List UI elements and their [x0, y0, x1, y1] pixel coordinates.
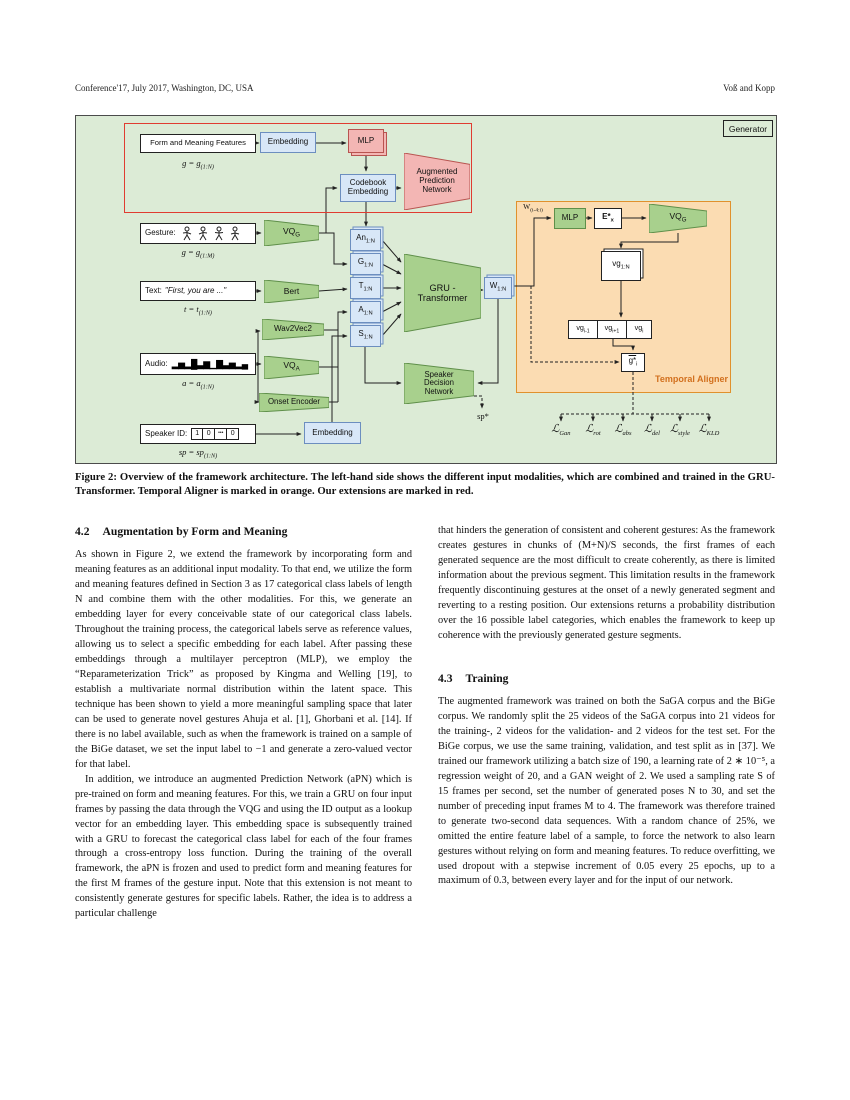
sp-speaker-label: sp = $sp_{(1:N)}$	[178, 447, 218, 460]
a-audio-label: $a = a_{(1:N)}$	[182, 378, 214, 391]
s-feature-box	[350, 325, 381, 347]
apn-label: Augmented Prediction Network	[416, 167, 458, 194]
gesture-input-box	[140, 223, 256, 244]
section-heading-4-2: 4.2 Augmentation by Form and Meaning	[75, 525, 288, 538]
audio-label: Audio:	[145, 358, 168, 368]
gesture-label: Gesture:	[145, 228, 176, 238]
embedding-top-label: Embedding	[267, 137, 309, 147]
embedding-bottom-label: Embedding	[312, 427, 353, 437]
vg-i-box	[626, 320, 652, 339]
vq-g-aligner	[649, 204, 707, 233]
vq-a-encoder	[264, 356, 319, 379]
body-columns	[75, 524, 775, 922]
figure-caption: Figure 2: Overview of the framework architecture. The left-hand side shows the different input modalities, which are combined and trained in the GRU-Transformer. Temporal Aligner is marked in orange. Our extensions are marked in red.	[75, 471, 775, 498]
loss-kld: ℒ$_{KLD}$	[698, 423, 720, 438]
g-top-label: $g = g_{(1:N)}$	[182, 158, 214, 171]
gesture-pose-icons	[180, 226, 242, 242]
vg-prev-box	[568, 320, 598, 339]
vg-stack-box	[601, 251, 641, 281]
paragraph: The augmented framework was trained on both the SaGA corpus and the BiGe corpus. We randomly split the 25 videos of the SaGA corpus into 21 videos for the training-, 2 videos for the validation- and 2 videos for the test set. For the BiGe corpus, we use the same training, validation, and test split as in [37]. We trained our framework utilizing a batch size of 190, a learning rate of 2 ∗ 10⁻⁵, a regression weight of 20, and a GAN weight of 2. We used a sampling rate S of 15 frames per second, set the number of generated poses N to 30, and set the number of preceding input frames M to 4. The framework was therefore trained to generate two-second data sequences. With a random chance of 25%, we omitted the entire feature label of a sample, to force the network to also learn gestures without relying on form and meaning features. To reduce overfitting, we used dropout with a stepwise increment of 0.05 every 25 epochs, up to a maximum of 0.3, between every layer and for the input of our network.	[438, 695, 775, 887]
onset-encoder	[259, 393, 329, 412]
embedding-top-box	[260, 132, 316, 153]
vg-next-label: $vg_{i+1}$	[604, 322, 620, 335]
speaker-id-cells: 1 0 ••• 0	[191, 428, 239, 440]
an-feature-box	[350, 229, 381, 251]
running-header	[75, 83, 775, 93]
mlp-box	[348, 129, 384, 153]
left-column	[75, 524, 412, 922]
a-feature-box	[350, 301, 381, 323]
codebook-embedding-label: Codebook Embedding	[347, 178, 389, 196]
temporal-aligner-label: Temporal Aligner	[654, 374, 728, 384]
loss-rot: ℒ$_{rot}$	[585, 423, 601, 438]
conference-info: Conference'17, July 2017, Washington, DC, USA	[75, 83, 254, 93]
g-gesture-label: $g = g_{(1:M)}$	[181, 247, 215, 260]
loss-gan: ℒ$_{Gan}$	[551, 423, 571, 438]
form-meaning-box	[140, 134, 256, 153]
text-label: Text:	[145, 285, 162, 295]
paragraph: As shown in Figure 2, we extend the framework by incorporating form and meaning features as an additional input modality. To that end, we utilize the form and meaning features defined in Section 3 as 17 categorical class labels of length N and combine them with the other modalities. For this, we generate an embedding layer for every conceivable state of our categorical class labels. Throughout the training process, the categorical labels serve as reference values, allowing us to select a specific embedding for each label. After passing these embeddings through a multilayer perceptron (MLP), we employ the “Reparameterization Trick” as proposed by Kingma and Welling [19], to establish a multivariate normal distribution within the latent space. This technique has been shown to yield a more meaningful sampling space that later can be used to generate novel gestures Ahuja et al. [1], Ghorbani et al. [14]. If there is no label available, such as when the framework is trained on a sample of the BiGe dataset, we set the input label to −1 and generate a zero-valued vector for that label.	[75, 548, 412, 770]
paragraph: In addition, we introduce an augmented Prediction Network (aPN) which is pre-trained on form and meaning features. For this, we train a GRU on four input frames by passing the data through the VQG and using the ID output as a lookup vector for an embedding layer. This embedding space is subsequently trained with a GRU to forecast the categorical class label for each of the four frames through a cross-entropy loss function. During the training of the overall framework, the aPN is frozen and used to predict form and meaning features for the first M frames of the gesture input. Note that this extension is not meant to consistently generate gestures for specific labels. Rather, the idea is to address a particular challenge	[75, 773, 412, 920]
onset-encoder-label: Onset Encoder	[267, 397, 320, 407]
wav2vec-encoder	[262, 319, 324, 340]
architecture-figure	[75, 115, 777, 464]
right-column	[438, 524, 775, 922]
waveform-icon: ▂▅▂█▃▆▁▇▃▅▂▄	[171, 358, 248, 369]
generator-label: Generator	[723, 120, 773, 137]
section-heading-4-3: 4.3 Training	[438, 671, 509, 685]
speaker-decision-network	[404, 363, 474, 404]
e-star-box	[594, 208, 622, 229]
vq-g-encoder	[264, 220, 319, 246]
paragraph: that hinders the generation of consistent and coherent gestures: As the framework creates gestures in chunks of (M+N)/S seconds, the first frames of each generated sequence are the most difficult to create coherently, as there is limited information about the previous segment. This limitation results in the framework frequently discontinuing gestures at the onset of a newly generated segment and reverting to a resting position. Our extensions returns a probability distribution over the 16 possible label categories, which enables the framework to keep up coherence with the previously generated gesture segments.	[438, 525, 775, 641]
vg-i-label: $vg_i$	[634, 322, 644, 335]
speaker-id-box	[140, 424, 256, 444]
vq-g-aligner-label: $VQ_G$	[669, 211, 687, 224]
sdn-label: Speaker Decision Network	[424, 369, 454, 396]
bert-label: Bert	[283, 285, 300, 296]
t-label: $T_{1:N}$	[358, 281, 373, 294]
augmented-prediction-network	[404, 153, 470, 210]
g-star-box	[621, 353, 645, 372]
mlp-aligner-box	[554, 208, 586, 229]
g-feature-box	[350, 253, 381, 275]
vq-a-label: $VQ_A$	[283, 360, 300, 373]
loss-del: ℒ$_{del}$	[644, 423, 660, 438]
text-input-box	[140, 281, 256, 301]
t-feature-box	[350, 277, 381, 299]
vg-prev-label: $vg_{i-1}$	[576, 322, 590, 335]
vg-next-box	[597, 320, 627, 339]
wav2vec-label: Wav2Vec2	[274, 324, 312, 334]
w-output-box	[484, 277, 512, 299]
embedding-bottom-box	[304, 422, 361, 444]
g-star-label: $g*_i$	[628, 355, 638, 368]
codebook-embedding-box	[340, 174, 396, 202]
text-value: "First, you are ..."	[164, 285, 227, 295]
loss-style: ℒ$_{style}$	[670, 423, 690, 438]
gru-transformer	[404, 254, 481, 332]
gru-transformer-label: GRU - Transformer	[417, 282, 468, 303]
vg-stack-label: $vg_{1:N}$	[612, 259, 630, 272]
e-star-label: $E*_x$	[602, 211, 614, 224]
authors: Voß and Kopp	[723, 83, 775, 93]
a-label: $A_{1:N}$	[358, 305, 373, 318]
mlp-label: MLP	[357, 135, 375, 145]
speaker-id-label: Speaker ID:	[145, 428, 188, 438]
t-text-label: $t = t_{(1:N)}$	[184, 304, 212, 317]
an-label: $An_{1:N}$	[356, 233, 375, 246]
bert-encoder	[264, 280, 319, 303]
w-label: $W_{1:N}$	[489, 281, 507, 294]
sp-star-label: sp*	[477, 411, 489, 421]
form-meaning-label: Form and Meaning Features	[150, 138, 246, 148]
s-label: $S_{1:N}$	[358, 329, 373, 342]
w-i4-label: $W_{(i-4:i)}$	[523, 202, 543, 214]
loss-abs: ℒ$_{abs}$	[614, 423, 632, 438]
vq-g-label: $VQ_G$	[282, 225, 301, 239]
mlp-aligner-label: MLP	[561, 213, 579, 223]
g-label: $G_{1:N}$	[357, 257, 374, 270]
audio-input-box	[140, 353, 256, 375]
